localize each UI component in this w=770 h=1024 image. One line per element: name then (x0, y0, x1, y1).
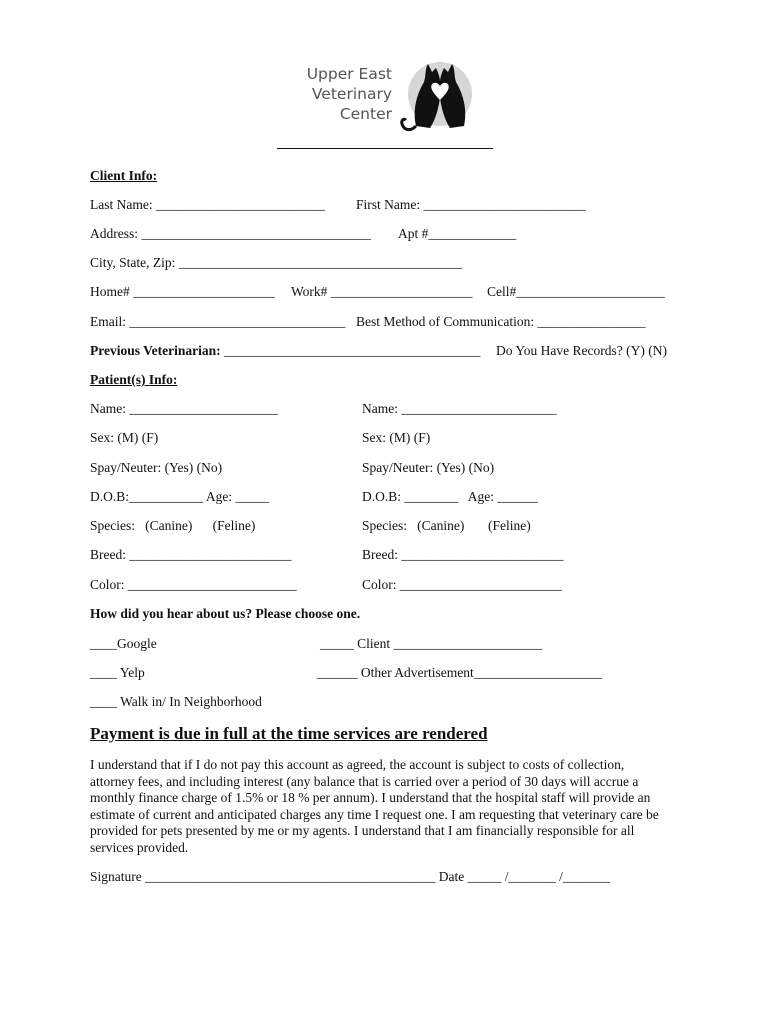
patient2-name-field[interactable]: Name: _______________________ (362, 401, 557, 416)
patient1-species-field[interactable]: Species: (Canine) (Feline) (90, 518, 256, 533)
home-phone-field[interactable]: Home# _____________________ (90, 284, 275, 299)
previous-vet-row[interactable] (90, 343, 481, 359)
referral-client-option[interactable]: _____ Client ______________________ (320, 636, 542, 651)
logo-line-2: Veterinary (311, 85, 392, 103)
patient1-sex-field[interactable]: Sex: (M) (F) (90, 430, 159, 445)
referral-yelp-option[interactable]: ____ Yelp (90, 665, 145, 680)
patient1-breed-field[interactable]: Breed: ________________________ (90, 547, 292, 562)
patient2-sex-field[interactable]: Sex: (M) (F) (362, 430, 431, 445)
referral-question: How did you hear about us? Please choose one. (90, 606, 361, 621)
patient1-dob-field[interactable]: D.O.B:___________ Age: _____ (90, 489, 270, 504)
address-field[interactable]: Address: __________________________________ (90, 226, 371, 241)
logo-divider (277, 148, 493, 149)
last-name-field[interactable]: Last Name: _________________________ (90, 197, 325, 212)
patient1-color-field[interactable]: Color: _________________________ (90, 577, 297, 592)
first-name-field[interactable]: First Name: ________________________ (356, 197, 586, 212)
payment-terms-line: monthly finance charge of 1.5% or 18 % per annum). I understand that the hospital staff will provide an (90, 790, 651, 806)
cat-heart-logo-icon (396, 56, 478, 136)
payment-terms-line: provided for pets presented by me or my agents. I understand that I am financially responsible for all (90, 823, 635, 839)
best-method-field[interactable]: Best Method of Communication: ________________ (356, 314, 646, 329)
cell-phone-field[interactable]: Cell#______________________ (487, 284, 665, 299)
patient2-dob-field[interactable]: D.O.B: ________ Age: ______ (362, 489, 538, 504)
patient1-name-field[interactable]: Name: ______________________ (90, 401, 278, 416)
patient2-spay-field[interactable]: Spay/Neuter: (Yes) (No) (362, 460, 495, 475)
payment-terms-paragraph (90, 757, 700, 857)
patient-info-heading: Patient(s) Info: (90, 372, 178, 387)
previous-vet-label: Previous Veterinarian: (90, 343, 221, 358)
patient2-color-field[interactable]: Color: ________________________ (362, 577, 562, 592)
payment-terms-line: estimate of current and anticipated charges any time I request one. I am requesting that veterinary care be (90, 806, 659, 822)
work-phone-field[interactable]: Work# _____________________ (291, 284, 473, 299)
payment-terms-line: I understand that if I do not pay this account as agreed, the account is subject to costs of collection, (90, 757, 625, 772)
signature-date-field[interactable]: Signature ___________________________________________ Date _____ /_______ /_______ (90, 869, 611, 884)
payment-heading: Payment is due in full at the time services are rendered (90, 724, 488, 743)
referral-walk-in-option[interactable]: ____ Walk in/ In Neighborhood (90, 694, 262, 709)
previous-vet-line[interactable]: ______________________________________ (224, 343, 481, 358)
records-question[interactable]: Do You Have Records? (Y) (N) (496, 343, 667, 358)
logo-line-1: Upper East (306, 65, 392, 83)
apt-field[interactable]: Apt #_____________ (398, 226, 517, 241)
logo-line-3: Center (339, 105, 392, 123)
patient1-spay-field[interactable]: Spay/Neuter: (Yes) (No) (90, 460, 223, 475)
patient2-species-field[interactable]: Species: (Canine) (Feline) (362, 518, 531, 533)
referral-other-option[interactable]: ______ Other Advertisement___________________ (317, 665, 602, 680)
patient2-breed-field[interactable]: Breed: ________________________ (362, 547, 564, 562)
payment-terms-line: services provided. (90, 839, 189, 855)
client-info-heading: Client Info: (90, 168, 158, 183)
referral-google-option[interactable]: ____Google (90, 636, 157, 651)
email-field[interactable]: Email: ________________________________ (90, 314, 346, 329)
city-state-zip-field[interactable]: City, State, Zip: __________________________________________ (90, 255, 463, 270)
payment-terms-line: attorney fees, and including interest (any balance that is carried over a period of 30 days will accrue a (90, 773, 639, 789)
